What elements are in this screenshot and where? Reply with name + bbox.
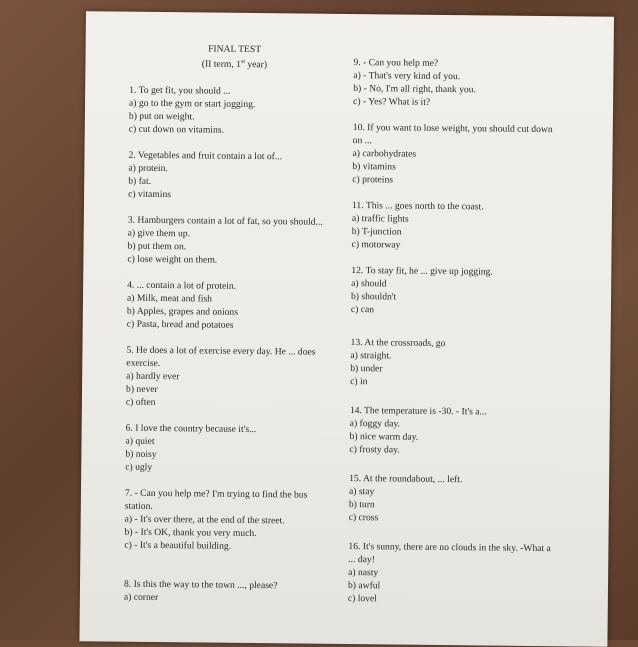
option-c: c) lovel: [347, 593, 377, 605]
question-3: [127, 214, 338, 268]
question-text: 16. It's sunny, there are no clouds in the sky. -What a ... day!: [348, 541, 551, 566]
option-c: c) - It's a beautiful building.: [124, 539, 232, 552]
question-text: 11. This ... goes north to the coast.: [351, 200, 484, 213]
option-b: b) put them on.: [127, 240, 187, 253]
option-a: a) corner: [123, 591, 159, 604]
option-c: c) cross: [348, 512, 379, 524]
question-14: [349, 404, 560, 458]
question-7: [124, 487, 335, 554]
option-b: b) noisy: [125, 448, 157, 461]
question-text: 9. - Can you help me?: [353, 57, 439, 69]
option-a: a) quiet: [125, 435, 155, 448]
option-b: b) fat.: [128, 175, 152, 188]
option-b: b) T-junction: [351, 226, 402, 238]
question-text: 5. He does a lot of exercise every day. He ... does exercise.: [126, 344, 316, 370]
option-a: a) give them up.: [127, 227, 191, 240]
question-12: [351, 264, 562, 318]
question-4: [127, 279, 338, 333]
option-a: a) straight.: [350, 350, 392, 362]
option-c: c) often: [125, 396, 156, 409]
option-c: c) frosty day.: [349, 444, 400, 456]
option-b: b) Apples, grapes and onions: [126, 305, 239, 319]
test-subtitle: (II term, 1st year): [201, 58, 268, 71]
left-column: [124, 42, 340, 606]
test-title: FINAL TEST: [208, 43, 262, 56]
question-text: 4. ... contain a lot of protein.: [127, 279, 237, 293]
option-a: a) go to the gym or start jogging.: [128, 97, 256, 111]
option-a: a) - It's over there, at the end of the street.: [124, 513, 285, 527]
question-6: [125, 422, 336, 476]
option-b: b) under: [350, 363, 383, 375]
option-c: c) in: [350, 376, 368, 388]
option-c: c) Pasta, bread and potatoes: [126, 318, 234, 331]
option-c: c) ugly: [125, 461, 153, 474]
question-9: [353, 56, 564, 110]
option-c: c) - Yes? What is it?: [353, 96, 431, 108]
question-16: [348, 540, 559, 607]
option-a: a) traffic lights: [351, 213, 409, 225]
option-b: b) nice warm day.: [349, 431, 419, 443]
question-5: [126, 344, 337, 411]
question-text: 13. At the crossroads, go: [350, 337, 446, 350]
question-text: 6. I love the country because it's...: [125, 422, 257, 436]
question-10: [352, 121, 563, 188]
question-text: 15. At the roundabout, ... left.: [349, 473, 463, 486]
option-c: c) lose weight on them.: [127, 253, 218, 266]
option-a: a) should: [351, 278, 387, 290]
question-text: 2. Vegetables and fruit contain a lot of...: [128, 149, 283, 163]
question-text: 1. To get fit, you should ...: [129, 84, 231, 97]
question-text: 14. The temperature is -30. - It's a...: [349, 405, 487, 418]
question-13: [350, 336, 561, 390]
question-11: [352, 199, 563, 253]
question-8: [124, 578, 334, 606]
option-b: b) put on weight.: [128, 110, 195, 123]
option-a: a) - That's very kind of you.: [353, 70, 461, 83]
option-b: b) never: [125, 383, 158, 396]
option-c: c) motorway: [351, 239, 401, 251]
option-a: a) stay: [348, 486, 375, 498]
option-c: c) cut down on vitamins.: [128, 123, 224, 136]
right-column: [348, 56, 564, 607]
option-a: a) foggy day.: [349, 418, 401, 430]
option-c: c) vitamins: [128, 188, 172, 201]
question-1: [129, 84, 340, 138]
question-text: 10. If you want to lose weight, you should cut down on ...: [352, 122, 553, 147]
option-c: c) proteins: [352, 174, 394, 186]
option-b: b) - No, I'm all right, thank you.: [353, 83, 476, 96]
question-text: 3. Hamburgers contain a lot of fat, so you should...: [127, 214, 323, 228]
option-a: a) nasty: [348, 567, 379, 579]
option-b: b) - It's OK, thank you very much.: [124, 526, 257, 540]
question-2: [128, 149, 339, 203]
option-a: a) Milk, meat and fish: [126, 292, 213, 305]
option-a: a) protein.: [128, 162, 168, 175]
question-text: 12. To stay fit, he ... give up jogging.: [351, 265, 493, 278]
option-a: a) hardly ever: [126, 370, 180, 383]
option-c: c) can: [350, 304, 375, 316]
option-b: b) shouldn't: [350, 291, 397, 303]
test-paper-sheet: [79, 11, 614, 646]
option-b: b) awful: [347, 580, 381, 592]
question-text: 8. Is this the way to the town ..., please?: [123, 578, 278, 592]
option-a: a) carbohydrates: [352, 148, 417, 160]
question-text: 7. - Can you help me? I'm trying to find the bus station.: [124, 487, 308, 513]
option-b: b) turn: [348, 499, 375, 511]
option-b: b) vitamins: [352, 161, 396, 173]
question-15: [349, 472, 560, 526]
